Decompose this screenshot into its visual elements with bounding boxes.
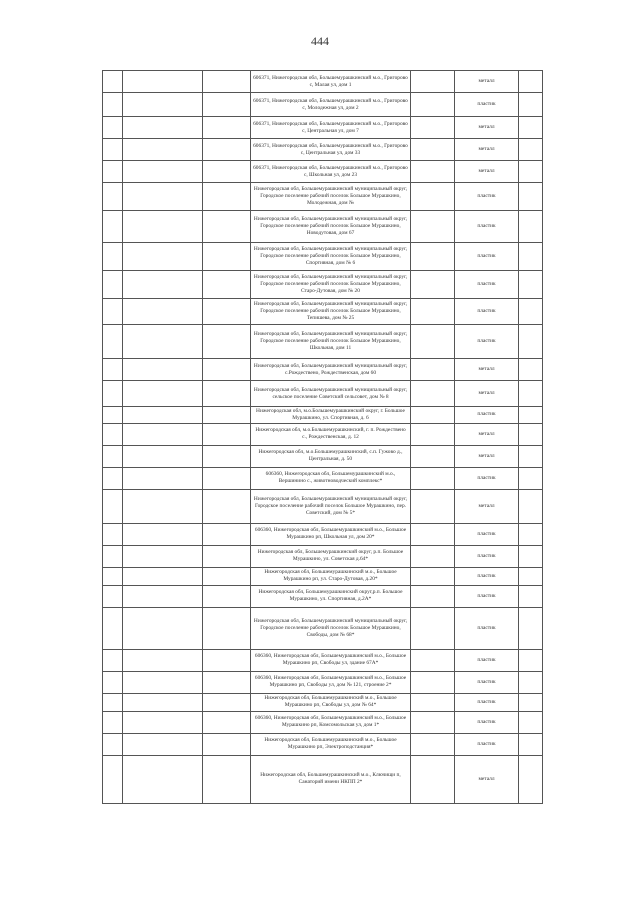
empty-cell xyxy=(411,407,455,424)
empty-cell xyxy=(203,139,251,161)
site-address-cell: Нижегородская обл, Большемурашкинский муниципальный округ, с.Рождествено, Рождественская, дом 60 xyxy=(251,359,411,381)
table-row xyxy=(103,545,543,567)
empty-cell xyxy=(123,755,203,803)
empty-cell xyxy=(411,117,455,139)
empty-cell xyxy=(123,271,203,299)
empty-cell xyxy=(519,545,543,567)
empty-cell xyxy=(203,489,251,523)
empty-cell xyxy=(203,359,251,381)
empty-cell xyxy=(103,585,123,607)
empty-cell xyxy=(519,523,543,545)
empty-cell xyxy=(103,183,123,211)
container-material-cell: металл xyxy=(455,359,519,381)
site-address-cell: Нижегородская обл, Большемурашкинский м.о., Большое Мурашкино рп, Свободы ул, дом № 64* xyxy=(251,693,411,711)
empty-cell xyxy=(103,71,123,93)
empty-cell xyxy=(203,567,251,585)
empty-cell xyxy=(411,183,455,211)
table-row xyxy=(103,445,543,467)
table-row xyxy=(103,671,543,693)
empty-cell xyxy=(123,407,203,424)
empty-cell xyxy=(411,755,455,803)
container-material-cell: пластик xyxy=(455,523,519,545)
table-row xyxy=(103,423,543,445)
empty-cell xyxy=(103,423,123,445)
empty-cell xyxy=(519,299,543,325)
empty-cell xyxy=(203,271,251,299)
container-material-cell: металл xyxy=(455,489,519,523)
empty-cell xyxy=(411,489,455,523)
empty-cell xyxy=(123,445,203,467)
empty-cell xyxy=(519,711,543,733)
site-address-cell: Нижегородская обл, м.о.Большемурашкинский, г. п. Рождествено с., Рождественская, д. 12 xyxy=(251,423,411,445)
container-material-cell: пластик xyxy=(455,325,519,359)
empty-cell xyxy=(103,407,123,424)
empty-cell xyxy=(203,445,251,467)
table-row xyxy=(103,161,543,183)
table-row xyxy=(103,607,543,649)
container-material-cell: пластик xyxy=(455,467,519,489)
container-material-cell: пластик xyxy=(455,211,519,243)
empty-cell xyxy=(411,545,455,567)
empty-cell xyxy=(519,423,543,445)
empty-cell xyxy=(123,489,203,523)
empty-cell xyxy=(123,183,203,211)
empty-cell xyxy=(123,671,203,693)
table-row xyxy=(103,523,543,545)
empty-cell xyxy=(103,211,123,243)
empty-cell xyxy=(519,755,543,803)
empty-cell xyxy=(123,711,203,733)
table-row xyxy=(103,183,543,211)
empty-cell xyxy=(411,243,455,271)
empty-cell xyxy=(103,489,123,523)
empty-cell xyxy=(123,423,203,445)
site-address-cell: Нижегородская обл, Большемурашкинский муниципальный округ, Городское поселение рабочий поселок Большое Мурашкино, Молодежная, дом № xyxy=(251,183,411,211)
empty-cell xyxy=(519,359,543,381)
empty-cell xyxy=(203,523,251,545)
site-address-cell: Нижегородская обл, м.о.Большемурашкинский, с.п. Гужово д., Центральная, д. 50 xyxy=(251,445,411,467)
empty-cell xyxy=(123,607,203,649)
empty-cell xyxy=(203,183,251,211)
site-address-cell: 606371, Нижегородская обл, Большемурашкинский м.о., Григорово с, Школьная ул, дом 23 xyxy=(251,161,411,183)
empty-cell xyxy=(519,467,543,489)
empty-cell xyxy=(519,71,543,93)
empty-cell xyxy=(203,161,251,183)
empty-cell xyxy=(103,299,123,325)
empty-cell xyxy=(411,649,455,671)
table-row xyxy=(103,755,543,803)
site-address-cell: Нижегородская обл, Большемурашкинский муниципальный округ, Городское поселение рабочий поселок Большое Мурашкино, Старо-Дутовая, дом № 20 xyxy=(251,271,411,299)
site-address-cell: Нижегородская обл, Большемурашкинский м.о., Ключищи п, Санаторий имени НКПП 2* xyxy=(251,755,411,803)
site-address-cell: 606371, Нижегородская обл, Большемурашкинский м.о., Григорово с, Молодежная ул, дом 2 xyxy=(251,93,411,117)
empty-cell xyxy=(203,467,251,489)
empty-cell xyxy=(411,139,455,161)
empty-cell xyxy=(411,607,455,649)
table-row xyxy=(103,585,543,607)
empty-cell xyxy=(519,211,543,243)
empty-cell xyxy=(103,161,123,183)
empty-cell xyxy=(519,243,543,271)
empty-cell xyxy=(519,407,543,424)
table-row xyxy=(103,381,543,407)
container-material-cell: пластик xyxy=(455,93,519,117)
table-row xyxy=(103,211,543,243)
table-row xyxy=(103,299,543,325)
container-material-cell: металл xyxy=(455,139,519,161)
table-row xyxy=(103,693,543,711)
site-address-cell: Нижегородская обл, Большемурашкинский муниципальный округ, Городское поселение рабочий поселок Большое Мурашкино, Школьная, дом 11 xyxy=(251,325,411,359)
empty-cell xyxy=(411,93,455,117)
container-material-cell: пластик xyxy=(455,243,519,271)
table-row xyxy=(103,467,543,489)
empty-cell xyxy=(203,649,251,671)
empty-cell xyxy=(203,585,251,607)
site-address-cell: Нижегородская обл, Большемурашкинский муниципальный округ, Городское поселение рабочий поселок Большое Мурашкино, пер. Советский, дом № 5* xyxy=(251,489,411,523)
empty-cell xyxy=(519,489,543,523)
empty-cell xyxy=(411,381,455,407)
empty-cell xyxy=(103,545,123,567)
empty-cell xyxy=(411,161,455,183)
table-row xyxy=(103,489,543,523)
empty-cell xyxy=(103,755,123,803)
empty-cell xyxy=(519,117,543,139)
empty-cell xyxy=(519,649,543,671)
empty-cell xyxy=(411,585,455,607)
empty-cell xyxy=(123,733,203,755)
container-material-cell: пластик xyxy=(455,183,519,211)
empty-cell xyxy=(103,567,123,585)
table-row xyxy=(103,71,543,93)
empty-cell xyxy=(203,733,251,755)
empty-cell xyxy=(123,381,203,407)
table-row xyxy=(103,359,543,381)
empty-cell xyxy=(123,243,203,271)
empty-cell xyxy=(203,243,251,271)
empty-cell xyxy=(411,671,455,693)
empty-cell xyxy=(203,545,251,567)
empty-cell xyxy=(411,211,455,243)
empty-cell xyxy=(103,139,123,161)
container-material-cell: пластик xyxy=(455,649,519,671)
empty-cell xyxy=(203,93,251,117)
container-material-cell: пластик xyxy=(455,567,519,585)
empty-cell xyxy=(103,523,123,545)
container-material-cell: металл xyxy=(455,161,519,183)
empty-cell xyxy=(203,407,251,424)
empty-cell xyxy=(123,567,203,585)
empty-cell xyxy=(123,299,203,325)
empty-cell xyxy=(103,733,123,755)
site-address-cell: Нижегородская обл, Большемурашкинский м.о., Большое Мурашкино рп, ул. Старо-Дутовая, д.20* xyxy=(251,567,411,585)
site-address-cell: 606360, Нижегородская обл, Большемурашкинский м.о., Вершинино с., животноводческий комплекс* xyxy=(251,467,411,489)
site-address-cell: 606360, Нижегородская обл, Большемурашкинский м.о., Большое Мурашкино рп, Школьная ул, дом 20* xyxy=(251,523,411,545)
site-address-cell: 606360, Нижегородская обл, Большемурашкинский м.о., Большое Мурашкино рп, Свободы ул, дом № 121, строение 2* xyxy=(251,671,411,693)
container-sites-table xyxy=(102,70,543,804)
empty-cell xyxy=(203,381,251,407)
empty-cell xyxy=(519,607,543,649)
table-row xyxy=(103,271,543,299)
site-address-cell: Нижегородская обл, Большемурашкинский муниципальный округ, Городское поселение рабочий поселок Большое Мурашкино, Свободы, дом № 68* xyxy=(251,607,411,649)
empty-cell xyxy=(103,93,123,117)
empty-cell xyxy=(103,325,123,359)
container-material-cell: пластик xyxy=(455,711,519,733)
site-address-cell: Нижегородская обл, Большемурашкинский округ, р.п. Большое Мурашкино, ул. Советская д.64* xyxy=(251,545,411,567)
empty-cell xyxy=(103,649,123,671)
container-material-cell: пластик xyxy=(455,407,519,424)
empty-cell xyxy=(123,211,203,243)
site-address-cell: Нижегородская обл, Большемурашкинский муниципальный округ, Городское поселение рабочий поселок Большое Мурашкино, Тепишева, дом № 25 xyxy=(251,299,411,325)
empty-cell xyxy=(411,523,455,545)
empty-cell xyxy=(103,445,123,467)
empty-cell xyxy=(123,325,203,359)
table-row xyxy=(103,407,543,424)
empty-cell xyxy=(411,711,455,733)
container-material-cell: металл xyxy=(455,755,519,803)
empty-cell xyxy=(519,733,543,755)
empty-cell xyxy=(411,325,455,359)
empty-cell xyxy=(203,693,251,711)
table-row xyxy=(103,139,543,161)
site-address-cell: Нижегородская обл, Большемурашкинский муниципальный округ, Городское поселение рабочий поселок Большое Мурашкино, Новодутовая, дом 67 xyxy=(251,211,411,243)
container-material-cell: металл xyxy=(455,423,519,445)
empty-cell xyxy=(103,467,123,489)
empty-cell xyxy=(203,711,251,733)
page-number: 444 xyxy=(311,34,329,48)
empty-cell xyxy=(123,649,203,671)
empty-cell xyxy=(203,755,251,803)
empty-cell xyxy=(203,423,251,445)
empty-cell xyxy=(411,467,455,489)
empty-cell xyxy=(519,93,543,117)
container-material-cell: пластик xyxy=(455,271,519,299)
empty-cell xyxy=(103,271,123,299)
empty-cell xyxy=(411,567,455,585)
empty-cell xyxy=(519,271,543,299)
table-row xyxy=(103,243,543,271)
empty-cell xyxy=(203,211,251,243)
site-address-cell: 606371, Нижегородская обл, Большемурашкинский м.о., Григорово с, Малая ул, дом 1 xyxy=(251,71,411,93)
empty-cell xyxy=(203,607,251,649)
site-address-cell: Нижегородская обл, Большемурашкинский муниципальный округ, Городское поселение рабочий поселок Большое Мурашкино, Спортивная, дом № 6 xyxy=(251,243,411,271)
empty-cell xyxy=(411,359,455,381)
empty-cell xyxy=(203,117,251,139)
empty-cell xyxy=(519,183,543,211)
empty-cell xyxy=(103,381,123,407)
table-row xyxy=(103,325,543,359)
empty-cell xyxy=(519,585,543,607)
empty-cell xyxy=(123,585,203,607)
empty-cell xyxy=(123,117,203,139)
empty-cell xyxy=(519,161,543,183)
empty-cell xyxy=(123,161,203,183)
site-address-cell: Нижегородская обл, м.о.Большемурашкинский округ, г. Большое Мурашкино, ул. Спортивная, д. 6 xyxy=(251,407,411,424)
container-material-cell: металл xyxy=(455,117,519,139)
empty-cell xyxy=(123,359,203,381)
container-material-cell: пластик xyxy=(455,585,519,607)
container-material-cell: металл xyxy=(455,381,519,407)
table-row xyxy=(103,649,543,671)
site-address-cell: Нижегородская обл, Большемурашкинский м.о., Большое Мурашкино рп, Электроподстанция* xyxy=(251,733,411,755)
empty-cell xyxy=(519,381,543,407)
empty-cell xyxy=(411,733,455,755)
container-material-cell: пластик xyxy=(455,545,519,567)
empty-cell xyxy=(519,139,543,161)
empty-cell xyxy=(103,117,123,139)
empty-cell xyxy=(411,423,455,445)
site-address-cell: 606371, Нижегородская обл, Большемурашкинский м.о., Григорово с, Центральная ул, дом 33 xyxy=(251,139,411,161)
empty-cell xyxy=(103,693,123,711)
empty-cell xyxy=(103,671,123,693)
container-material-cell: пластик xyxy=(455,607,519,649)
site-address-cell: 606360, Нижегородская обл, Большемурашкинский м.о., Большое Мурашкино рп, Комсомольская ул, дом 1* xyxy=(251,711,411,733)
table-row xyxy=(103,711,543,733)
empty-cell xyxy=(123,139,203,161)
table-body xyxy=(103,71,543,804)
empty-cell xyxy=(123,545,203,567)
empty-cell xyxy=(203,325,251,359)
site-address-cell: 606371, Нижегородская обл, Большемурашкинский м.о., Григорово с, Центральная ул, дом 7 xyxy=(251,117,411,139)
site-address-cell: Нижегородская обл, Большемурашкинский округ,р.п. Большое Мурашкино, ул. Спортивная, д.2А* xyxy=(251,585,411,607)
empty-cell xyxy=(519,693,543,711)
empty-cell xyxy=(103,359,123,381)
empty-cell xyxy=(519,445,543,467)
table-row xyxy=(103,733,543,755)
empty-cell xyxy=(123,71,203,93)
table-row xyxy=(103,117,543,139)
empty-cell xyxy=(103,607,123,649)
empty-cell xyxy=(411,71,455,93)
empty-cell xyxy=(519,325,543,359)
container-material-cell: пластик xyxy=(455,733,519,755)
empty-cell xyxy=(411,445,455,467)
container-material-cell: пластик xyxy=(455,693,519,711)
empty-cell xyxy=(123,523,203,545)
container-material-cell: металл xyxy=(455,445,519,467)
site-address-cell: Нижегородская обл, Большемурашкинский муниципальный округ, сельское поселение Советский сельсовет, дом № 8 xyxy=(251,381,411,407)
empty-cell xyxy=(519,671,543,693)
container-material-cell: пластик xyxy=(455,671,519,693)
empty-cell xyxy=(411,299,455,325)
site-address-cell: 606360, Нижегородская обл, Большемурашкинский м.о., Большое Мурашкино рп, Свободы ул, здание 67А* xyxy=(251,649,411,671)
empty-cell xyxy=(203,71,251,93)
table-row xyxy=(103,93,543,117)
container-material-cell: металл xyxy=(455,71,519,93)
empty-cell xyxy=(103,243,123,271)
container-material-cell: пластик xyxy=(455,299,519,325)
empty-cell xyxy=(203,299,251,325)
empty-cell xyxy=(411,693,455,711)
empty-cell xyxy=(203,671,251,693)
empty-cell xyxy=(103,711,123,733)
empty-cell xyxy=(411,271,455,299)
empty-cell xyxy=(123,467,203,489)
empty-cell xyxy=(519,567,543,585)
table-row xyxy=(103,567,543,585)
empty-cell xyxy=(123,93,203,117)
empty-cell xyxy=(123,693,203,711)
